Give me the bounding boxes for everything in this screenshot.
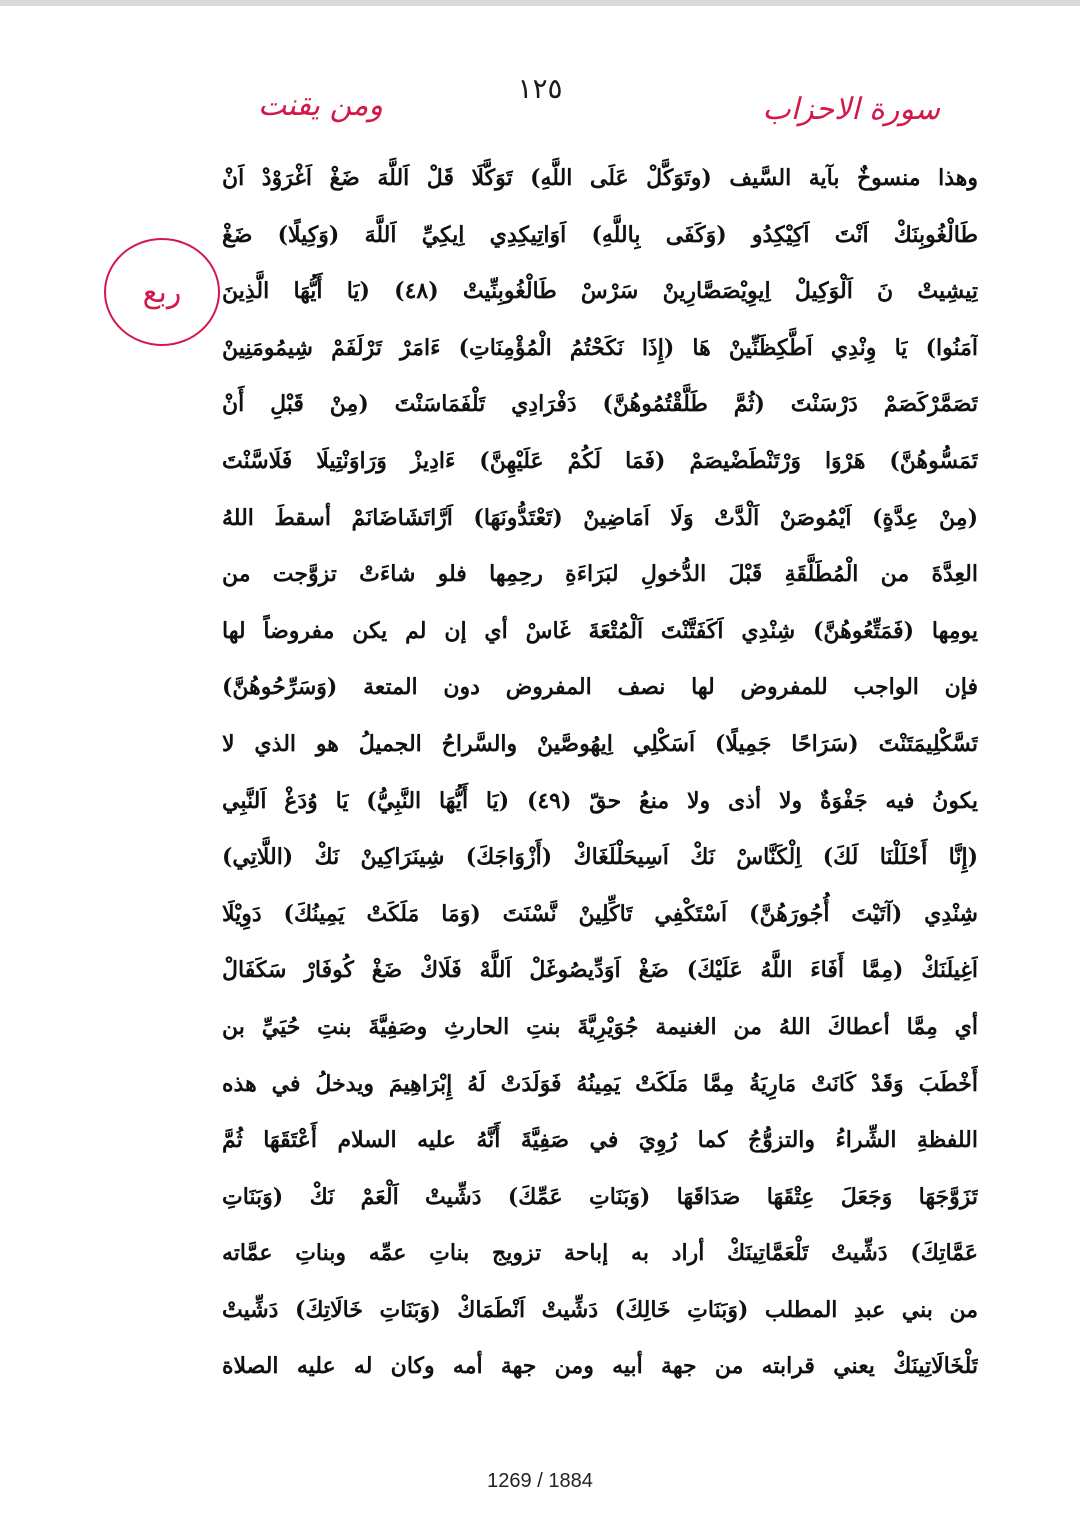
text-line: أي مِمَّا أعطاكَ اللهُ من الغنيمة جُوَيْرِيَّةَ بنتِ الحارثِ وصَفِيَّةَ بنتِ حُيَيِّ بن [222,1013,978,1040]
text-line: يكونُ فيه جَفْوَةٌ ولا أذى ولا منعُ حقّ (٤٩) (يَا أَيُّهَا النَّبِيُّ) يَا وُدَغْ اَلنَّبِي [222,787,978,814]
scan-top-edge [0,0,1080,6]
page-number: ١٢٥ [517,72,563,105]
text-line: وهذا منسوخٌ بآية السَّيف (وتَوَكَّلْ عَلَى اللَّهِ) تَوَكَّلَا قَلْ اَللَّهَ ضَغْ اَغْرَوْدْ اَنْ [222,165,978,191]
text-line: تَمَسُّوهُنَّ) هَرْوَا وَرْتَنْطَضْيصَمْ (فَمَا لَكُمْ عَلَيْهِنَّ) ءَادِيزْ وَرَاوَنْتِيلَا فَلَاسَّنْتَ [222,447,978,474]
surah-name-annotation: سورة الاحزاب [762,92,940,127]
text-line: آمَنُوا) يَا وِنْدِي اَطَّكِظَنِّينْ هَا (إِذَا نَكَحْتُمُ الْمُؤْمِنَاتِ) ءَامَرْ تَرْلَفَمْ شِيمُومَنِينْ [222,334,978,361]
text-line: تَصَمَّرْكَصَمْ دَرْسَنْتَ (ثُمَّ طَلَّقْتُمُوهُنَّ) دَفْرَادِي تَلْفَمَاسَنْتَ (مِنْ قَبْلِ أَنْ [222,391,978,418]
text-line: أَخْطَبَ وَقَدْ كَانَتْ مَارِيَةُ مِمَّا مَلَكَتْ يَمِينُهُ فَوَلَدَتْ لَهُ إِبْرَاهِيمَ ويدخلُ في هذه [222,1070,978,1097]
text-line: تَلْخَالَاتِينَكْ يعني قرابته من جهة أبيه ومن جهة أمه وكان له عليه الصلاة [222,1353,978,1380]
text-line: اَغِيلَنَكْ (مِمَّا أَفَاءَ اللَّهُ عَلَيْكَ) ضَغْ اَوَدِّيصُوغَلْ اَللَّهْ فَلَاكْ ضَغْ كُوفَارْ سَكَفَالْ [222,957,978,984]
text-line: شِنْدِي (آتَيْتَ أُجُورَهُنَّ) اَسْتَكْفِي تَاكِّلِينْ نَّسْنَتَ (وَمَا مَلَكَتْ يَمِينُكَ) دَوِيْلَا [222,900,978,927]
text-line: العِدَّةَ من الْمُطَلَّقَةِ قَبْلَ الدُّخولِ لبَرَاءَةِ رحِمِها فلو شاءَتْ تزوَّجت من [222,561,978,588]
text-line: (إِنَّا أَحْلَلْنَا لَكَ) اِلْكَنَّاسْ نَكْ اَسِيحَلْلَغَاكْ (أَزْوَاجَكَ) شِينَرَاكِينْ نَكْ (اللَّاتِي) [222,844,978,871]
text-line: يومِها (فَمَتِّعُوهُنَّ) شِنْدِي اَكَفَتَّنْتَ اَلْمُتْعَةَ غَاسْ أي إن لم يكن مفروضاً لها [222,617,978,644]
section-start-annotation: ومن يقنت [258,88,383,123]
page-body-text [222,150,978,1395]
quarter-mark-label: ربع [142,274,182,310]
text-line: عَمَّاتِكَ) دَشِّيتْ تَلْعَمَّاتِينَكْ أراد به إباحة تزويج بناتِ عمِّه وبناتِ عمَّاته [222,1240,978,1267]
quarter-mark-circle [104,238,220,346]
text-line: فإن الواجب للمفروض لها نصف المفروض دون المتعة (وَسَرِّحُوهُنَّ) [222,674,978,701]
text-line: طَالْغُوبِنَكْ اَنْتَ اَكِيْكِدُو (وَكَفَى بِاللَّهِ) اَوَاتِيكِدِي اِيكِيِّ اَللَّهَ (وَكِيلًا) ضَغْ [222,221,978,248]
text-line: تِيشِيتْ نَ اَلْوَكِيلْ اِيوِيْصَصَّارِينْ سَرْسْ طَالْغُوبِنِّيتْ (٤٨) (يَا أَيُّهَا الَّذِينَ [222,278,978,305]
text-line: من بني عبدِ المطلب (وَبَنَاتِ خَالِكَ) دَشِّيتْ اَنْطَمَاكْ (وَبَنَاتِ خَالَاتِكَ) دَشِّيتْ [222,1296,978,1323]
text-line: تَسَّكْلِيمَتَنْتَ (سَرَاحًا جَمِيلًا) اَسَكْلِي اِيهُوصَّينْ والسَّراحُ الجميلُ هو الذي لا [222,730,978,757]
text-line: (مِنْ عِدَّةٍ) اَيْمُوصَنْ اَلْدَّتْ وَلَا اَمَاضِينْ (تَعْتَدُّونَهَا) اَرَّاتَشَاضَانَمْ أسقطَ اللهُ [222,504,978,531]
text-line: تَزَوَّجَهَا وَجَعَلَ عِتْقَهَا صَدَاقَهَا (وَبَنَاتِ عَمِّكَ) دَشِّيتْ اَلْعَمْ نَكْ (وَبَنَاتِ [222,1183,978,1210]
page-counter: 1269 / 1884 [487,1470,593,1492]
text-line: اللفظةِ الشِّراءُ والتزوُّجُ كما رُوِيَ في صَفِيَّةَ أَنَّهُ عليه السلام أَعْتَقَهَا ثُمَّ [222,1127,978,1154]
